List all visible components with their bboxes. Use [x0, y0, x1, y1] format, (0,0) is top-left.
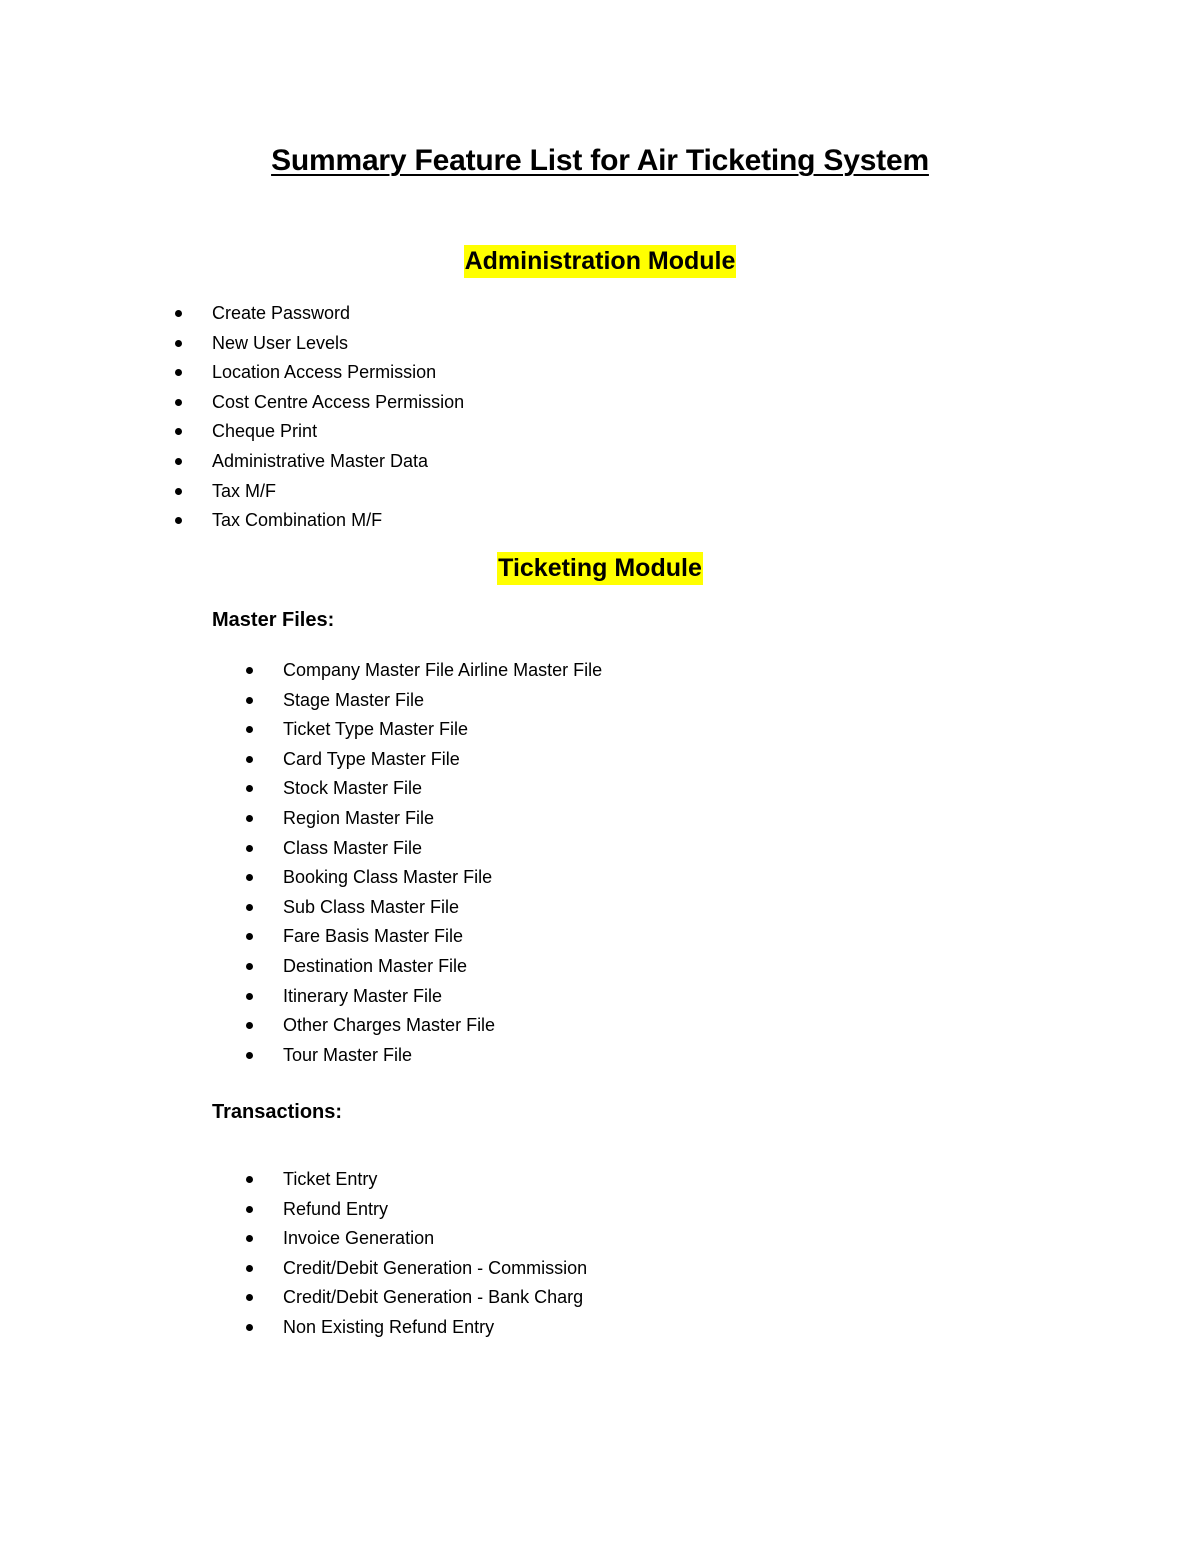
master-files-list [283, 656, 602, 1070]
list-item-text: Invoice Generation [283, 1228, 435, 1249]
bullet-icon [246, 697, 253, 704]
list-item-text: Card Type Master File [283, 748, 460, 769]
list-item [283, 1041, 602, 1071]
bullet-icon [246, 845, 253, 852]
bullet-icon [246, 1294, 253, 1301]
document-title: Summary Feature List for Air Ticketing System [271, 144, 929, 177]
list-item [283, 922, 602, 952]
list-item [212, 388, 464, 418]
list-item [283, 1011, 602, 1041]
list-item-text: Credit/Debit Generation - Commission [283, 1257, 588, 1278]
list-item-text: Location Access Permission [212, 362, 437, 383]
list-item [283, 982, 602, 1012]
list-item [283, 804, 602, 834]
list-item [212, 506, 464, 536]
bullet-icon [175, 517, 182, 524]
master-files-heading: Master Files: [212, 609, 335, 631]
list-item [283, 834, 602, 864]
list-item [212, 329, 464, 359]
list-item [283, 1195, 587, 1225]
bullet-icon [175, 399, 182, 406]
list-item [283, 774, 602, 804]
list-item [283, 745, 602, 775]
list-item [212, 477, 464, 507]
list-item [283, 1254, 587, 1284]
bullet-icon [246, 756, 253, 763]
list-item-text: Stage Master File [283, 689, 425, 710]
bullet-icon [246, 1052, 253, 1059]
ticketing-module-heading [0, 554, 1200, 583]
bullet-icon [175, 458, 182, 465]
bullet-icon [246, 904, 253, 911]
bullet-icon [246, 933, 253, 940]
bullet-icon [246, 1176, 253, 1183]
list-item-text: Destination Master File [283, 955, 468, 976]
list-item-text: Cheque Print [212, 421, 318, 442]
bullet-icon [246, 874, 253, 881]
list-item-text: Region Master File [283, 807, 435, 828]
list-item [212, 299, 464, 329]
list-item-text: Stock Master File [283, 778, 423, 799]
bullet-icon [246, 726, 253, 733]
administration-module-heading-text: Administration Module [464, 245, 737, 278]
bullet-icon [246, 1265, 253, 1272]
bullet-icon [246, 815, 253, 822]
bullet-icon [246, 667, 253, 674]
bullet-icon [246, 1324, 253, 1331]
list-item-text: Refund Entry [283, 1198, 389, 1219]
bullet-icon [175, 488, 182, 495]
bullet-icon [175, 340, 182, 347]
bullet-icon [175, 428, 182, 435]
list-item [212, 447, 464, 477]
list-item [283, 1283, 587, 1313]
bullet-icon [175, 369, 182, 376]
list-item [283, 952, 602, 982]
list-item [212, 417, 464, 447]
list-item [283, 656, 602, 686]
bullet-icon [246, 1206, 253, 1213]
list-item [283, 1165, 587, 1195]
list-item-text: Ticket Type Master File [283, 719, 469, 740]
bullet-icon [246, 1235, 253, 1242]
administration-module-heading [0, 247, 1200, 276]
list-item-text: Credit/Debit Generation - Bank Charg [283, 1287, 584, 1308]
list-item [283, 1313, 587, 1343]
transactions-list [283, 1165, 587, 1343]
bullet-icon [246, 1022, 253, 1029]
list-item-text: Itinerary Master File [283, 985, 443, 1006]
list-item [212, 358, 464, 388]
list-item-text: Class Master File [283, 837, 423, 858]
list-item [283, 686, 602, 716]
list-item-text: Booking Class Master File [283, 867, 493, 888]
list-item-text: Tax Combination M/F [212, 510, 383, 531]
list-item-text: New User Levels [212, 332, 349, 353]
list-item [283, 715, 602, 745]
list-item-text: Fare Basis Master File [283, 926, 464, 947]
administration-feature-list [212, 299, 464, 536]
transactions-heading: Transactions: [212, 1101, 343, 1123]
list-item [283, 893, 602, 923]
list-item-text: Sub Class Master File [283, 896, 460, 917]
list-item-text: Ticket Entry [283, 1169, 378, 1189]
ticketing-module-heading-text: Ticketing Module [497, 552, 703, 585]
list-item-text: Administrative Master Data [212, 450, 429, 471]
list-item-text: Non Existing Refund Entry [283, 1316, 495, 1337]
list-item-text: Tour Master File [283, 1044, 413, 1065]
bullet-icon [175, 310, 182, 317]
bullet-icon [246, 785, 253, 792]
list-item [283, 1224, 587, 1254]
list-item-text: Tax M/F [212, 480, 277, 501]
list-item-text: Other Charges Master File [283, 1015, 496, 1036]
list-item-text: Company Master File Airline Master File [283, 660, 603, 680]
list-item-text: Create Password [212, 303, 351, 323]
bullet-icon [246, 963, 253, 970]
list-item-text: Cost Centre Access Permission [212, 391, 465, 412]
bullet-icon [246, 993, 253, 1000]
list-item [283, 863, 602, 893]
